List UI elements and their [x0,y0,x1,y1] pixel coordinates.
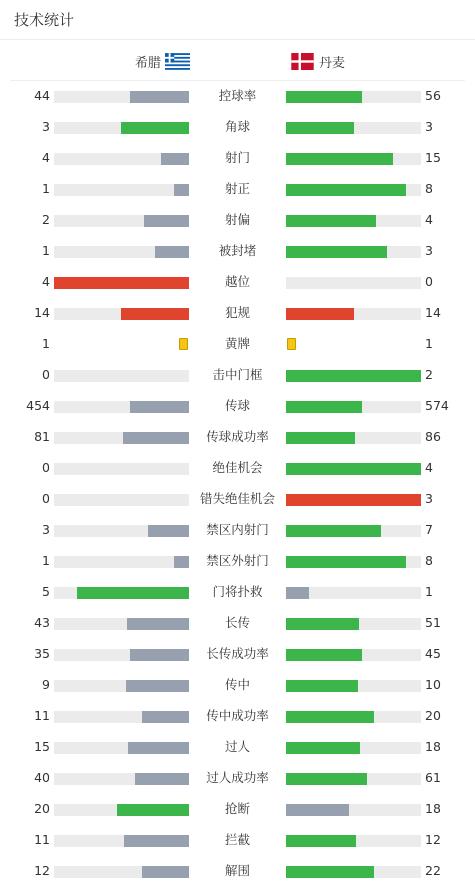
stat-label: 射偏 [224,212,250,227]
stat-row [0,639,475,670]
away-bar-track [286,804,421,816]
home-team-name: 希腊 [134,55,161,71]
stat-label: 门将扑救 [212,584,263,599]
away-bar-track [286,525,421,537]
away-bar-fill [286,370,421,382]
away-bar-track [286,494,421,506]
stat-label: 越位 [224,274,250,289]
stat-label: 过人 [224,739,250,754]
home-bar-track [54,122,189,134]
away-bar-fill [286,246,387,258]
away-bar-track [286,122,421,134]
home-bar-track [54,804,189,816]
away-bar-fill [286,773,367,785]
away-value: 574 [425,398,449,413]
home-bar-track [54,277,189,289]
away-value: 2 [425,367,433,382]
away-bar-track [286,773,421,785]
home-bar-fill [161,153,189,165]
home-bar-track [54,432,189,444]
stat-row [0,205,475,236]
home-value: 12 [34,863,50,878]
home-bar-track [54,91,189,103]
stat-label: 错失绝佳机会 [199,491,275,506]
home-bar-fill [127,618,189,630]
home-value: 81 [34,429,50,444]
stat-row [0,763,475,794]
home-bar-fill [174,184,189,196]
away-bar-fill [286,308,354,320]
home-bar-track [54,711,189,723]
stat-label: 拦截 [224,832,250,847]
home-bar-fill [130,91,189,103]
stat-row [0,360,475,391]
away-bar-fill [286,804,349,816]
home-bar-track [54,494,189,506]
home-bar-track [54,556,189,568]
stat-row [0,825,475,856]
away-bar-fill [286,494,421,506]
stat-label: 被封堵 [218,243,257,258]
away-value: 3 [425,243,433,258]
stat-label: 长传成功率 [206,646,269,661]
home-bar-fill [123,432,189,444]
away-bar-fill [286,432,355,444]
home-bar-track [54,773,189,785]
home-value: 11 [34,708,50,723]
stat-label: 击中门框 [212,367,263,382]
away-value: 22 [425,863,441,878]
away-bar-fill [286,556,406,568]
home-value: 11 [34,832,50,847]
home-value: 1 [42,243,50,258]
home-bar-fill [130,401,189,413]
home-value: 0 [42,491,50,506]
away-value: 4 [425,212,433,227]
stat-row [0,856,475,887]
away-bar-track [286,91,421,103]
home-value: 44 [34,88,50,103]
home-bar-track [54,618,189,630]
home-value: 1 [42,553,50,568]
stat-label: 控球率 [218,88,257,103]
away-bar-track [286,587,421,599]
home-bar-track [54,587,189,599]
home-bar-track [54,153,189,165]
stat-row [0,453,475,484]
home-value: 0 [42,460,50,475]
home-value: 4 [42,150,50,165]
stat-row [0,546,475,577]
home-bar-track [54,308,189,320]
home-team[interactable] [135,51,190,71]
home-bar-fill [54,277,189,289]
yellow-card-icon [287,338,296,350]
home-value: 15 [34,739,50,754]
stat-row [0,608,475,639]
home-bar-track [54,463,189,475]
stat-row [0,329,475,360]
home-bar-track [54,866,189,878]
home-bar-fill [128,742,189,754]
home-bar-track [54,835,189,847]
home-bar-fill [121,308,189,320]
home-bar-fill [126,680,189,692]
away-value: 15 [425,150,441,165]
home-value: 1 [42,181,50,196]
away-bar-track [286,463,421,475]
home-value: 4 [42,274,50,289]
home-bar-fill [124,835,189,847]
away-bar-fill [286,525,381,537]
away-bar-fill [286,215,376,227]
away-value: 18 [425,739,441,754]
home-bar-fill [121,122,189,134]
away-value: 56 [425,88,441,103]
away-value: 8 [425,553,433,568]
away-bar-fill [286,91,362,103]
yellow-card-icon [179,338,188,350]
stat-row [0,701,475,732]
home-value: 20 [34,801,50,816]
away-bar-fill [286,463,421,475]
away-value: 18 [425,801,441,816]
away-bar-track [286,308,421,320]
home-value: 2 [42,212,50,227]
away-bar-track [286,432,421,444]
home-bar-fill [142,866,189,878]
stat-row [0,794,475,825]
away-bar-fill [286,401,362,413]
stat-row [0,236,475,267]
home-bar-fill [144,215,189,227]
stat-row [0,484,475,515]
away-bar-fill [286,649,362,661]
home-bar-fill [174,556,189,568]
home-value: 3 [42,119,50,134]
stat-row [0,298,475,329]
away-bar-track [286,401,421,413]
page-title: 技术统计 [14,11,75,29]
away-value: 3 [425,119,433,134]
away-bar-fill [286,866,374,878]
stat-row [0,81,475,112]
home-value: 0 [42,367,50,382]
home-value: 1 [42,336,50,351]
stat-label: 角球 [224,119,250,134]
away-bar-fill [286,835,356,847]
stat-row [0,577,475,608]
home-value: 9 [42,677,50,692]
home-value: 40 [34,770,50,785]
team-header [10,41,465,81]
away-value: 12 [425,832,441,847]
stat-label: 传球 [224,398,250,413]
stat-label: 禁区外射门 [206,553,269,568]
away-bar-track [286,153,421,165]
away-bar-fill [286,122,354,134]
home-value: 5 [42,584,50,599]
stat-label: 黄牌 [224,336,250,351]
away-bar-track [286,246,421,258]
away-value: 4 [425,460,433,475]
away-bar-fill [286,618,359,630]
home-bar-fill [148,525,189,537]
denmark-flag-icon [290,53,315,70]
away-bar-track [286,680,421,692]
away-value: 86 [425,429,441,444]
away-team[interactable] [290,51,345,71]
away-bar-track [286,215,421,227]
home-bar-fill [77,587,189,599]
away-value: 20 [425,708,441,723]
away-bar-track [286,742,421,754]
away-value: 1 [425,336,433,351]
stat-row [0,515,475,546]
away-bar-fill [286,742,360,754]
away-bar-fill [286,587,309,599]
away-bar-track [286,618,421,630]
stat-label: 射门 [224,150,250,165]
home-bar-fill [155,246,189,258]
away-value: 8 [425,181,433,196]
home-value: 35 [34,646,50,661]
home-bar-track [54,680,189,692]
away-value: 1 [425,584,433,599]
stat-label: 射正 [224,181,250,196]
greece-flag-icon [165,53,190,70]
stat-label: 解围 [224,863,250,878]
away-value: 7 [425,522,433,537]
stat-row [0,732,475,763]
stat-label: 传中 [224,677,250,692]
home-bar-fill [142,711,189,723]
stat-row [0,391,475,422]
home-bar-track [54,184,189,196]
away-value: 45 [425,646,441,661]
away-bar-track [286,649,421,661]
away-bar-track [286,835,421,847]
away-bar-track [286,711,421,723]
stat-row [0,422,475,453]
stat-row [0,112,475,143]
away-bar-track [286,184,421,196]
home-bar-track [54,370,189,382]
home-value: 43 [34,615,50,630]
away-bar-fill [286,184,406,196]
stat-label: 传球成功率 [206,429,269,444]
home-bar-track [54,525,189,537]
stats-list [0,81,475,887]
stat-label: 绝佳机会 [212,460,263,475]
home-bar-track [54,401,189,413]
home-value: 14 [34,305,50,320]
home-bar-track [54,246,189,258]
away-value: 61 [425,770,441,785]
away-team-name: 丹麦 [319,55,346,71]
stat-label: 传中成功率 [206,708,269,723]
away-bar-fill [286,153,393,165]
home-bar-fill [135,773,189,785]
away-bar-track [286,556,421,568]
home-bar-track [54,742,189,754]
away-value: 51 [425,615,441,630]
home-bar-fill [130,649,189,661]
stat-label: 过人成功率 [206,770,269,785]
away-value: 14 [425,305,441,320]
stat-label: 犯规 [224,305,250,320]
away-bar-track [286,866,421,878]
home-bar-track [54,215,189,227]
stat-label: 抢断 [224,801,250,816]
home-value: 454 [26,398,50,413]
stat-label: 禁区内射门 [206,522,269,537]
away-value: 10 [425,677,441,692]
header [0,0,475,40]
stat-row [0,670,475,701]
away-bar-track [286,277,421,289]
stat-row [0,143,475,174]
away-bar-track [286,370,421,382]
home-bar-track [54,649,189,661]
home-value: 3 [42,522,50,537]
stat-label: 长传 [224,615,250,630]
stat-row [0,174,475,205]
away-value: 0 [425,274,433,289]
stat-row [0,267,475,298]
home-bar-fill [117,804,189,816]
away-bar-fill [286,711,374,723]
away-bar-fill [286,680,358,692]
away-value: 3 [425,491,433,506]
